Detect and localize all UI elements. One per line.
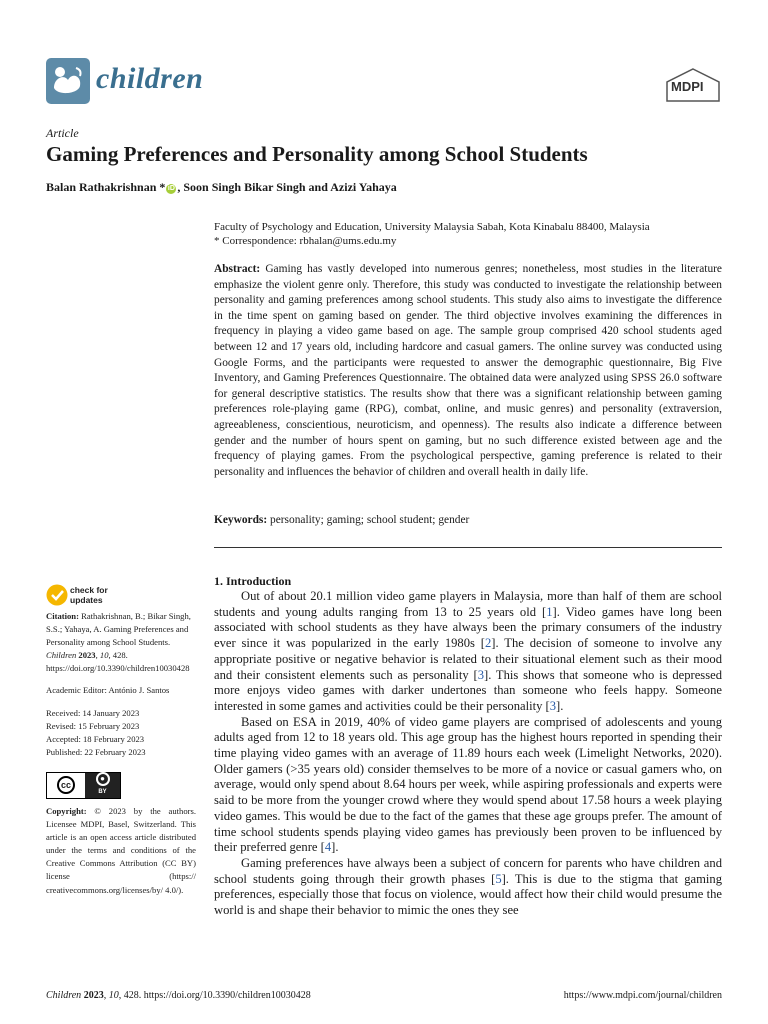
date-published: Published: 22 February 2023 <box>46 746 146 757</box>
reference-link[interactable]: 3 <box>477 667 485 682</box>
article-title: Gaming Preferences and Personality among School Students <box>46 142 588 166</box>
by-label: BY <box>98 788 107 795</box>
citation-journal: Children <box>46 650 77 661</box>
date-revised: Revised: 15 February 2023 <box>46 720 140 731</box>
person-icon: ● <box>96 772 110 786</box>
copyright-text: © 2023 by the authors. Licensee MDPI, Basel, Switzerland. This article is an open access article distributed under the terms and conditions of the Creative Commons Attribution (CC BY) license (https:// creativecommons.org/licenses/by/ 4.0/). <box>46 805 196 895</box>
reference-link[interactable]: 5 <box>495 871 502 886</box>
academic-editor: Academic Editor: António J. Santos <box>46 685 170 696</box>
paragraph-3: Gaming preferences have always been a subject of concern for parents who have children and school students going through their growth phases [5]. This is due to the stigma that gaming preferences, especially those that focus on violence, would affect how their child would presume the world is and shape their behavior to mimic the ones they see <box>214 855 722 918</box>
check-updates-line1: check for <box>70 585 108 595</box>
reference-link[interactable]: 4 <box>324 840 332 855</box>
reference-link[interactable]: 1 <box>546 604 553 619</box>
section-heading: 1. Introduction <box>214 574 292 588</box>
footer-volume: 10 <box>108 990 119 1001</box>
footer-citation: Children 2023, 10, 428. https://doi.org/10.3390/children10030428 <box>46 990 311 1001</box>
footer-journal: Children <box>46 990 82 1001</box>
keywords-text: personality; gaming; school student; gender <box>270 514 470 526</box>
sidebar <box>46 610 196 897</box>
author-1[interactable]: Balan Rathakrishnan * <box>46 180 166 194</box>
check-updates-line2: updates <box>70 595 103 605</box>
reference-link[interactable]: 3 <box>549 698 557 713</box>
copyright-label: Copyright: <box>46 805 87 816</box>
keywords <box>214 514 469 526</box>
date-accepted: Accepted: 18 February 2023 <box>46 733 145 744</box>
author-list-rest: , Soon Singh Bikar Singh and Azizi Yahaya <box>177 180 397 194</box>
orcid-icon[interactable]: iD <box>167 185 175 192</box>
citation-volume: 10 <box>99 650 109 661</box>
check-for-updates-link[interactable] <box>70 585 108 605</box>
publisher-name: MDPI <box>671 79 704 94</box>
cc-icon: cc <box>57 776 75 794</box>
paragraph-1: Out of about 20.1 million video game players in Malaysia, more than half of them are school students and young adults ranging from 13 to 25 years old [1]. Video games have long been associated with school students as they have always been the primary consumers of the industry ever since it was popularized in the early 1980s [2]. The decision of someone to involve any appropriate positive or negative behavior is related to their situational element such as their mood and their consistent elements such as personality [3]. This shows that someone who is depressed more enjoys video games with darker undertones than someone who feels happy. Someone interested in some games and activities could be their personality [3]. <box>214 589 722 713</box>
journal-logo-icon <box>46 58 90 104</box>
article-type: Article <box>46 126 79 140</box>
author-list <box>46 180 397 195</box>
check-for-updates-icon[interactable] <box>46 584 68 606</box>
footer-doi[interactable]: , 428. https://doi.org/10.3390/children10030428 <box>118 990 311 1001</box>
section-body <box>214 589 722 919</box>
correspondence: * Correspondence: rbhalan@ums.edu.my <box>214 235 397 247</box>
abstract <box>214 262 722 480</box>
abstract-label: Abstract: <box>214 263 261 275</box>
copyright <box>46 805 196 897</box>
citation-doi[interactable]: 428. https://doi.org/10.3390/children10030428 <box>46 650 190 674</box>
keywords-label: Keywords: <box>214 514 268 526</box>
citation-text: Rathakrishnan, B.; Bikar Singh, S.S.; Yahaya, A. Gaming Preferences and Personality among School Students. <box>46 611 191 648</box>
reference-link[interactable]: 2 <box>484 636 492 651</box>
citation-year: 2023 <box>78 650 96 661</box>
footer-journal-url[interactable]: https://www.mdpi.com/journal/children <box>563 990 722 1001</box>
date-received: Received: 14 January 2023 <box>46 707 140 718</box>
separator-rule <box>214 547 722 548</box>
cc-by-license-badge[interactable] <box>46 772 121 799</box>
journal-name: children <box>96 62 204 95</box>
affiliation: Faculty of Psychology and Education, University Malaysia Sabah, Kota Kinabalu 88400, Malaysia <box>214 221 650 233</box>
citation-label: Citation: <box>46 611 79 621</box>
abstract-text: Gaming has vastly developed into numerous genres; nonetheless, most studies in the literature emphasize the violent genre only. Therefore, this study was conducted to investigate the relationship between personality and gaming preferences among school students. This study also aims to investigate the difference in the time spent on gaming based on gender. The third objective involves examining the differences in frequency in playing a video game based on age. The sample group comprised 420 school students aged between 12 and 17 years old, including hardcore and casual gamers. The online survey was conducted using Google Forms, and the participants were requested to answer the demographic questionnaire, Big Five Inventory, and Gaming Preferences Questionnaire. The obtained data were analyzed using SPSS 26.0 software for general descriptive statistics. The results show that there was a significant relationship between gaming preferences role-playing game (RPG), combat, online, and music genres) and personality (extraversion, agreeableness, conscientious, neuroticism, and openness). The results also indicate a difference between gender and the number of hours spent on gaming, but no such difference existed between age and the frequency of playing games. From the psychological perspective, gaming preference is related to their personality and influences the behavior of children and overall health in daily life. <box>214 263 722 478</box>
paragraph-2: Based on ESA in 2019, 40% of video game players are comprised of adolescents and young adults aged from 12 to 18 years old. This age group has the highest hours reported in spending their time playing video games with an average of 11.89 hours each week (Limelight Networks, 2020). Older gamers (>35 years old) consider themselves to be more of a novice or casual gamers who, on average, would only spend about 8.64 hours per week, while aspiring professionals and experts were said to be more from the younger crowd where they would spend about 17.58 hours a week playing video games. This would be due to the fact of the games that these age groups prefer. The amount of time school students spends playing video games has previously been proven to be influenced by their preferred genre [4]. <box>214 714 722 855</box>
affiliation-block <box>214 220 724 248</box>
citation: Citation: Rathakrishnan, B.; Bikar Singh, S.S.; Yahaya, A. Gaming Preferences and Personality among School Students. Children 2023, 10, 428. https://doi.org/10.3390/children10030428 <box>46 611 191 674</box>
footer-year: 2023 <box>83 990 104 1001</box>
